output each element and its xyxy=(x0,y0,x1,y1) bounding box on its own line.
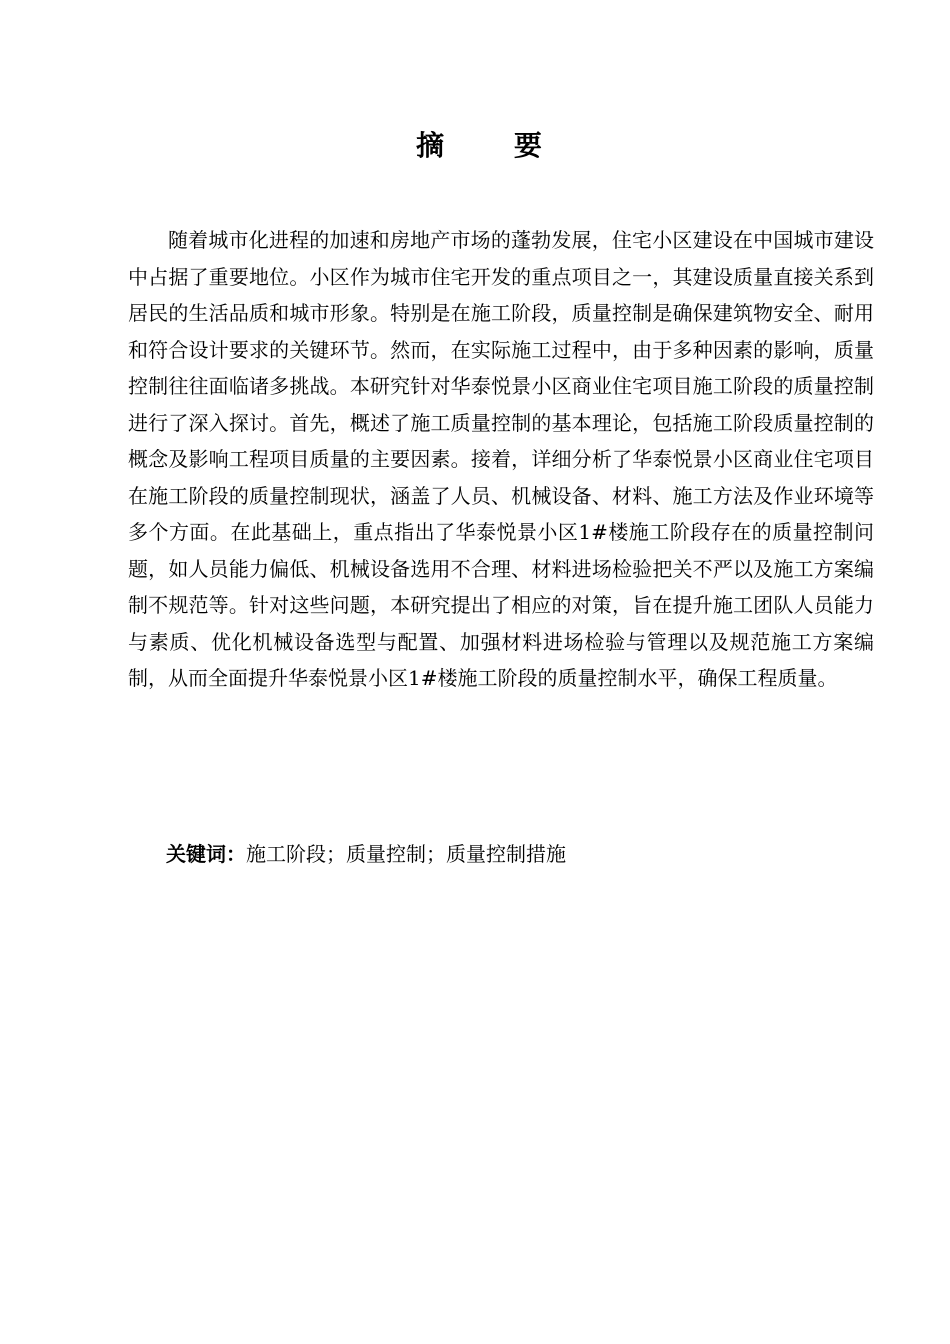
keywords-line xyxy=(166,836,866,872)
page-title: 摘 要 xyxy=(416,129,572,162)
keywords-label: 关键词： xyxy=(166,842,246,866)
keywords-text: 施工阶段；质量控制；质量控制措施 xyxy=(246,842,566,866)
abstract-paragraph: 随着城市化进程的加速和房地产市场的蓬勃发展，住宅小区建设在中国城市建设中占据了重要地位。小区作为城市住宅开发的重点项目之一，其建设质量直接关系到居民的生活品质和城市形象。特别是在施工阶段，质量控制是确保建筑物安全、耐用和符合设计要求的关键环节。然而，在实际施工过程中，由于多种因素的影响，质量控制往往面临诸多挑战。本研究针对华泰悦景小区商业住宅项目施工阶段的质量控制进行了深入探讨。首先，概述了施工质量控制的基本理论，包括施工阶段质量控制的概念及影响工程项目质量的主要因素。接着，详细分析了华泰悦景小区商业住宅项目在施工阶段的质量控制现状，涵盖了人员、机械设备、材料、施工方法及作业环境等多个方面。在此基础上，重点指出了华泰悦景小区1#楼施工阶段存在的质量控制问题，如人员能力偏低、机械设备选用不合理、材料进场检验把关不严以及施工方案编制不规范等。针对这些问题，本研究提出了相应的对策，旨在提升施工团队人员能力与素质、优化机械设备选型与配置、加强材料进场检验与管理以及规范施工方案编制，从而全面提升华泰悦景小区1#楼施工阶段的质量控制水平，确保工程质量。 xyxy=(128,228,874,690)
